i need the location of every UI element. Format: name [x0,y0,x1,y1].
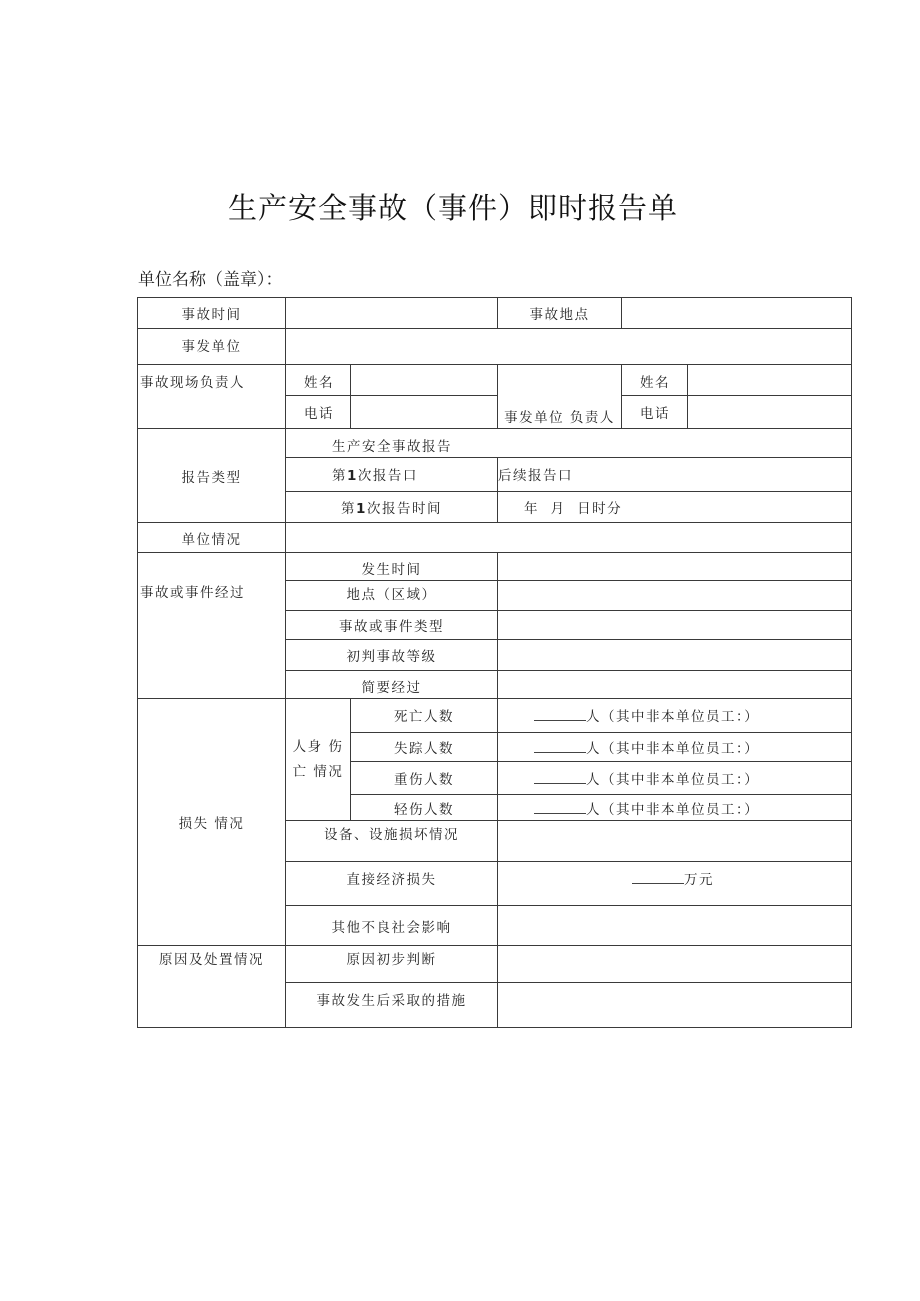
accident-place-field[interactable] [622,298,852,329]
first-time-prefix: 第 [341,501,357,517]
accident-unit-label: 事发单位 [138,329,286,365]
unit-phone-field[interactable] [688,396,852,429]
brief-label: 简要经过 [286,671,498,699]
equipment-label: 设备、设施损坏情况 [286,821,498,862]
occur-time-label: 发生时间 [286,553,498,581]
accident-time-label: 事故时间 [138,298,286,329]
report-date-field[interactable]: 年 月 日时分 [498,492,852,523]
deaths-label: 死亡人数 [351,699,498,733]
follow-report-option[interactable]: 后续报告口 [498,458,852,492]
deaths-field[interactable] [498,699,852,733]
minor-suffix: 人（其中非本单位员工：） [586,802,760,818]
missing-blank[interactable] [534,740,586,753]
accident-place-label: 事故地点 [498,298,622,329]
event-type-field[interactable] [498,611,852,640]
wan-yuan-label: 万元 [684,872,714,888]
severe-label: 重伤人数 [351,762,498,795]
first-report-time-label [286,492,498,523]
location-label: 地点（区域） [286,581,498,611]
missing-label: 失踪人数 [351,733,498,762]
site-name-field[interactable] [351,365,498,396]
casualty-line-2: 亡 情况 [292,763,344,780]
cause-judgement-field[interactable] [498,946,852,983]
first-report-label: 次报告口 [357,468,418,484]
site-phone-label: 电话 [286,396,351,429]
minor-field[interactable] [498,795,852,821]
severe-suffix: 人（其中非本单位员工：） [586,772,760,788]
event-type-label: 事故或事件类型 [286,611,498,640]
initial-level-label: 初判事故等级 [286,640,498,671]
missing-field[interactable] [498,733,852,762]
unit-status-label: 单位情况 [138,523,286,553]
cause-handling-label: 原因及处置情况 [138,946,286,1028]
page-title: 生产安全事故（事件）即时报告单 [227,191,678,225]
measures-label: 事故发生后采取的措施 [286,983,498,1028]
brief-field[interactable] [498,671,852,699]
accident-time-field[interactable] [286,298,498,329]
loss-label: 损失 情况 [138,699,286,946]
unit-name-label: 姓名 [622,365,688,396]
casualty-label [286,699,351,821]
location-field[interactable] [498,581,852,611]
unit-phone-label: 电话 [622,396,688,429]
other-impact-field[interactable] [498,906,852,946]
first-number: 1 [347,468,358,484]
cause-judgement-label: 原因初步判断 [286,946,498,983]
direct-loss-label: 直接经济损失 [286,862,498,906]
first-time-number: 1 [356,501,367,517]
direct-loss-blank[interactable] [632,871,684,884]
measures-field[interactable] [498,983,852,1028]
first-report-option[interactable] [286,458,498,492]
other-impact-label: 其他不良社会影响 [286,906,498,946]
missing-suffix: 人（其中非本单位员工：） [586,741,760,757]
site-phone-field[interactable] [351,396,498,429]
minor-blank[interactable] [534,801,586,814]
minor-label: 轻伤人数 [351,795,498,821]
casualty-line-1: 人身 伤 [292,738,344,755]
site-name-label: 姓名 [286,365,351,396]
severe-blank[interactable] [534,771,586,784]
initial-level-field[interactable] [498,640,852,671]
first-prefix: 第 [332,468,347,484]
unit-name-field[interactable] [688,365,852,396]
deaths-blank[interactable] [534,708,586,721]
deaths-suffix: 人（其中非本单位员工：） [586,709,760,725]
process-label: 事故或事件经过 [138,553,286,699]
occur-time-field[interactable] [498,553,852,581]
report-type-label: 报告类型 [138,429,286,523]
direct-loss-field[interactable] [498,862,852,906]
equipment-field[interactable] [498,821,852,862]
severe-field[interactable] [498,762,852,795]
unit-person-label: 事发单位 负责人 [498,365,622,429]
safety-report-label: 生产安全事故报告 [286,429,852,458]
unit-status-field[interactable] [286,523,852,553]
report-form-table [137,297,852,1028]
site-person-label: 事故现场负责人 [138,365,286,429]
unit-name-label: 单位名称（盖章）： [138,270,283,290]
first-time-label: 次报告时间 [366,501,442,517]
accident-unit-field[interactable] [286,329,852,365]
